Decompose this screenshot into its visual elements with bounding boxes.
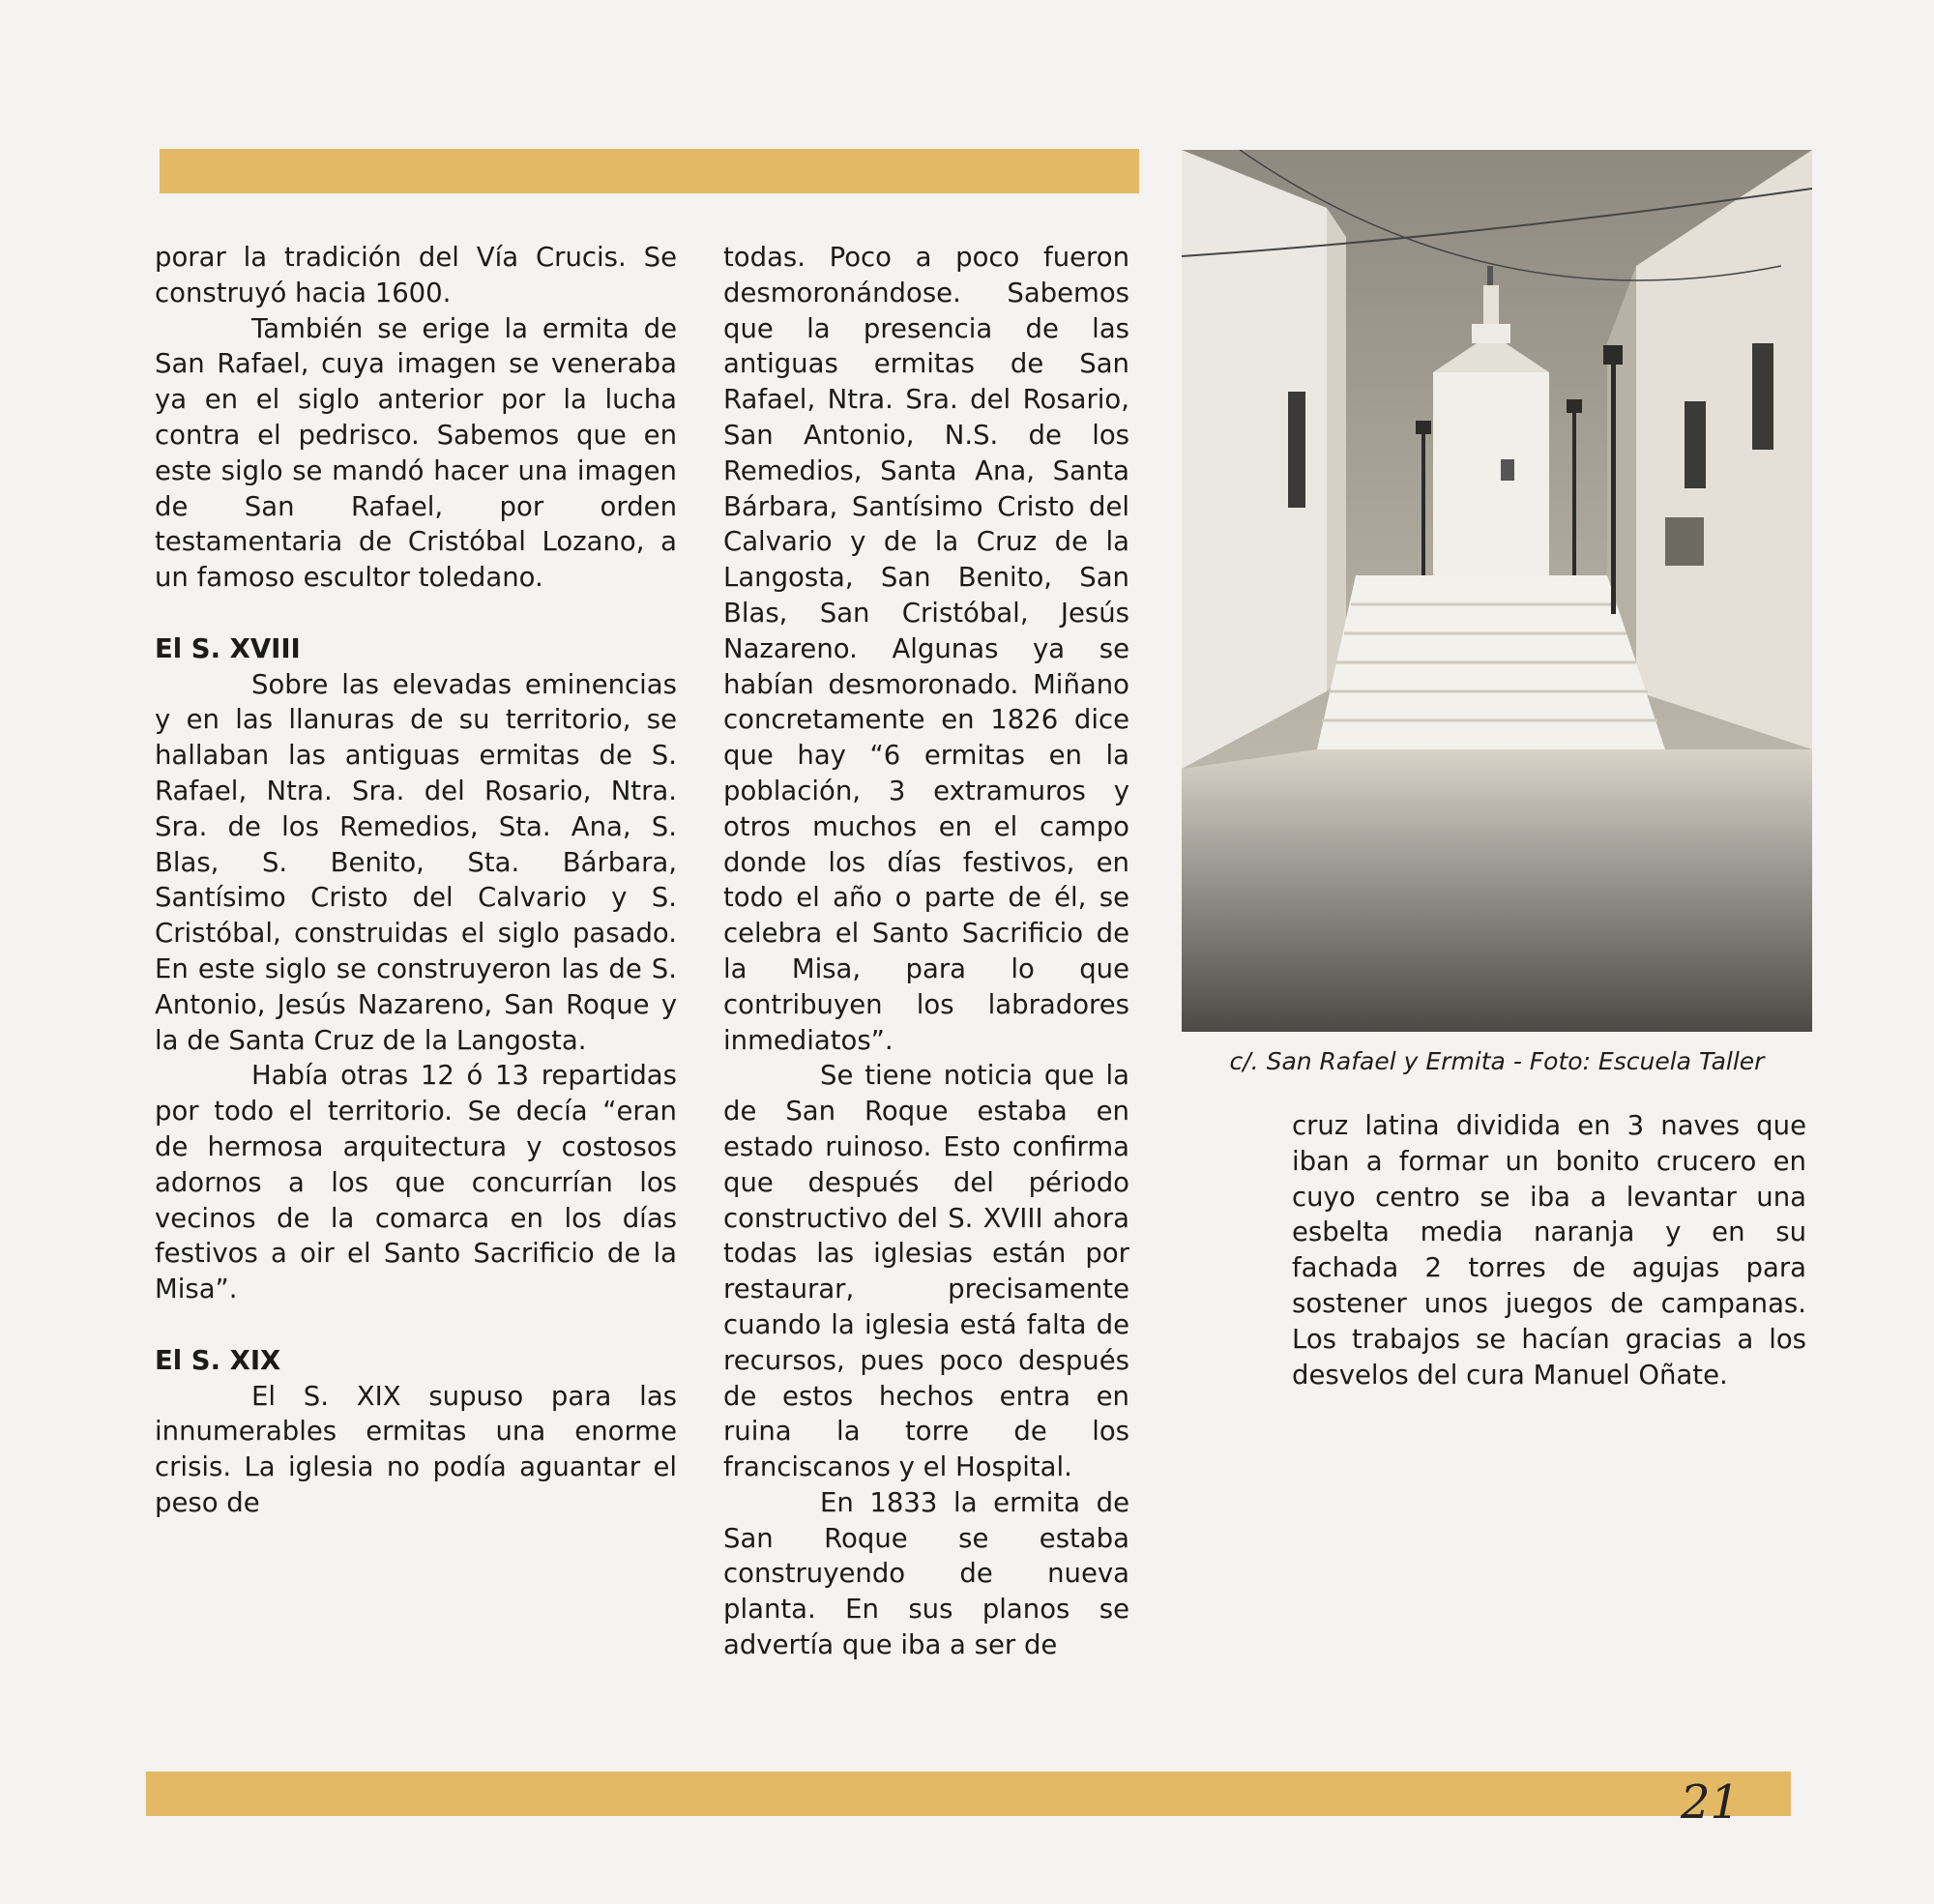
- paragraph: El S. XIX supuso para las innumerables ermitas una enorme crisis. La iglesia no podía aguantar el peso de: [155, 1380, 677, 1518]
- paragraph: También se erige la ermita de San Rafael, cuya imagen se veneraba ya en el siglo anterior por la lucha contra el pedrisco. Sabemos que en este siglo se mandó hacer una imagen de San Rafael, por orden testamentaria de Cristóbal Lozano, a un famoso escultor toledano.: [155, 312, 677, 594]
- bottom-decorative-band: [146, 1772, 1791, 1816]
- text-column-2: [723, 240, 1129, 1663]
- paragraph: Se tiene noticia que la de San Roque estaba en estado ruinoso. Esto confirma que después del périodo constructivo del S. XVIII ahora todas las iglesias están por restaurar, precisamente cuando la iglesia está falta de recursos, pues poco después de estos hechos entra en ruina la torre de los franciscanos y el Hospital.: [723, 1060, 1129, 1483]
- paragraph: porar la tradición del Vía Crucis. Se construyó hacia 1600.: [155, 242, 677, 308]
- top-decorative-band: [160, 149, 1139, 193]
- street-photo: [1182, 150, 1812, 1032]
- paragraph: En 1833 la ermita de San Roque se estaba construyendo de nueva planta. En sus planos se advertía que iba a ser de: [723, 1486, 1129, 1661]
- section-heading-s-xix: El S. XIX: [155, 1344, 281, 1376]
- page-number: 21: [1681, 1775, 1741, 1830]
- text-column-3: [1292, 1108, 1806, 1392]
- photo-caption: c/. San Rafael y Ermita - Foto: Escuela Taller: [1229, 1047, 1765, 1075]
- section-heading-s-xviii: El S. XVIII: [155, 632, 301, 664]
- text-column-1: [155, 240, 677, 1521]
- paragraph: Había otras 12 ó 13 repartidas por todo el territorio. Se decía “eran de hermosa arquitectura y costosos adornos a los que concurrían los vecinos de la comarca en los días festivos a oir el Santo Sacrificio de la Misa”.: [155, 1060, 677, 1305]
- paragraph: cruz latina dividida en 3 naves que iban a formar un bonito crucero en cuyo centro se iba a levantar una esbelta media naranja y en su fachada 2 torres de agujas para sostener unos juegos de campanas. Los trabajos se hacían gracias a los desvelos del cura Manuel Oñate.: [1292, 1110, 1806, 1391]
- paragraph: Sobre las elevadas eminencias y en las llanuras de su territorio, se hallaban las antiguas ermitas de S. Rafael, Ntra. Sra. del Rosario, Ntra. Sra. de los Remedios, Sta. Ana, S. Blas, S. Benito, Sta. Bárbara, Santísimo Cristo del Calvario y S. Cristóbal, construidas el siglo pasado. En este siglo se construyeron las de S. Antonio, Jesús Nazareno, San Roque y la de Santa Cruz de la Langosta.: [155, 668, 677, 1056]
- paragraph: todas. Poco a poco fueron desmoronándose. Sabemos que la presencia de las antiguas ermitas de San Rafael, Ntra. Sra. del Rosario, San Antonio, N.S. de los Remedios, Santa Ana, Santa Bárbara, Santísimo Cristo del Calvario y de la Cruz de la Langosta, San Benito, San Blas, San Cristóbal, Jesús Nazareno. Algunas ya se habían desmoronado. Miñano concretamente en 1826 dice que hay “6 ermitas en la población, 3 extramuros y otros muchos en el campo donde los días festivos, en todo el año o parte de él, se celebra el Santo Sacrificio de la Misa, para lo que contribuyen los labradores inmediatos”.: [723, 242, 1129, 1056]
